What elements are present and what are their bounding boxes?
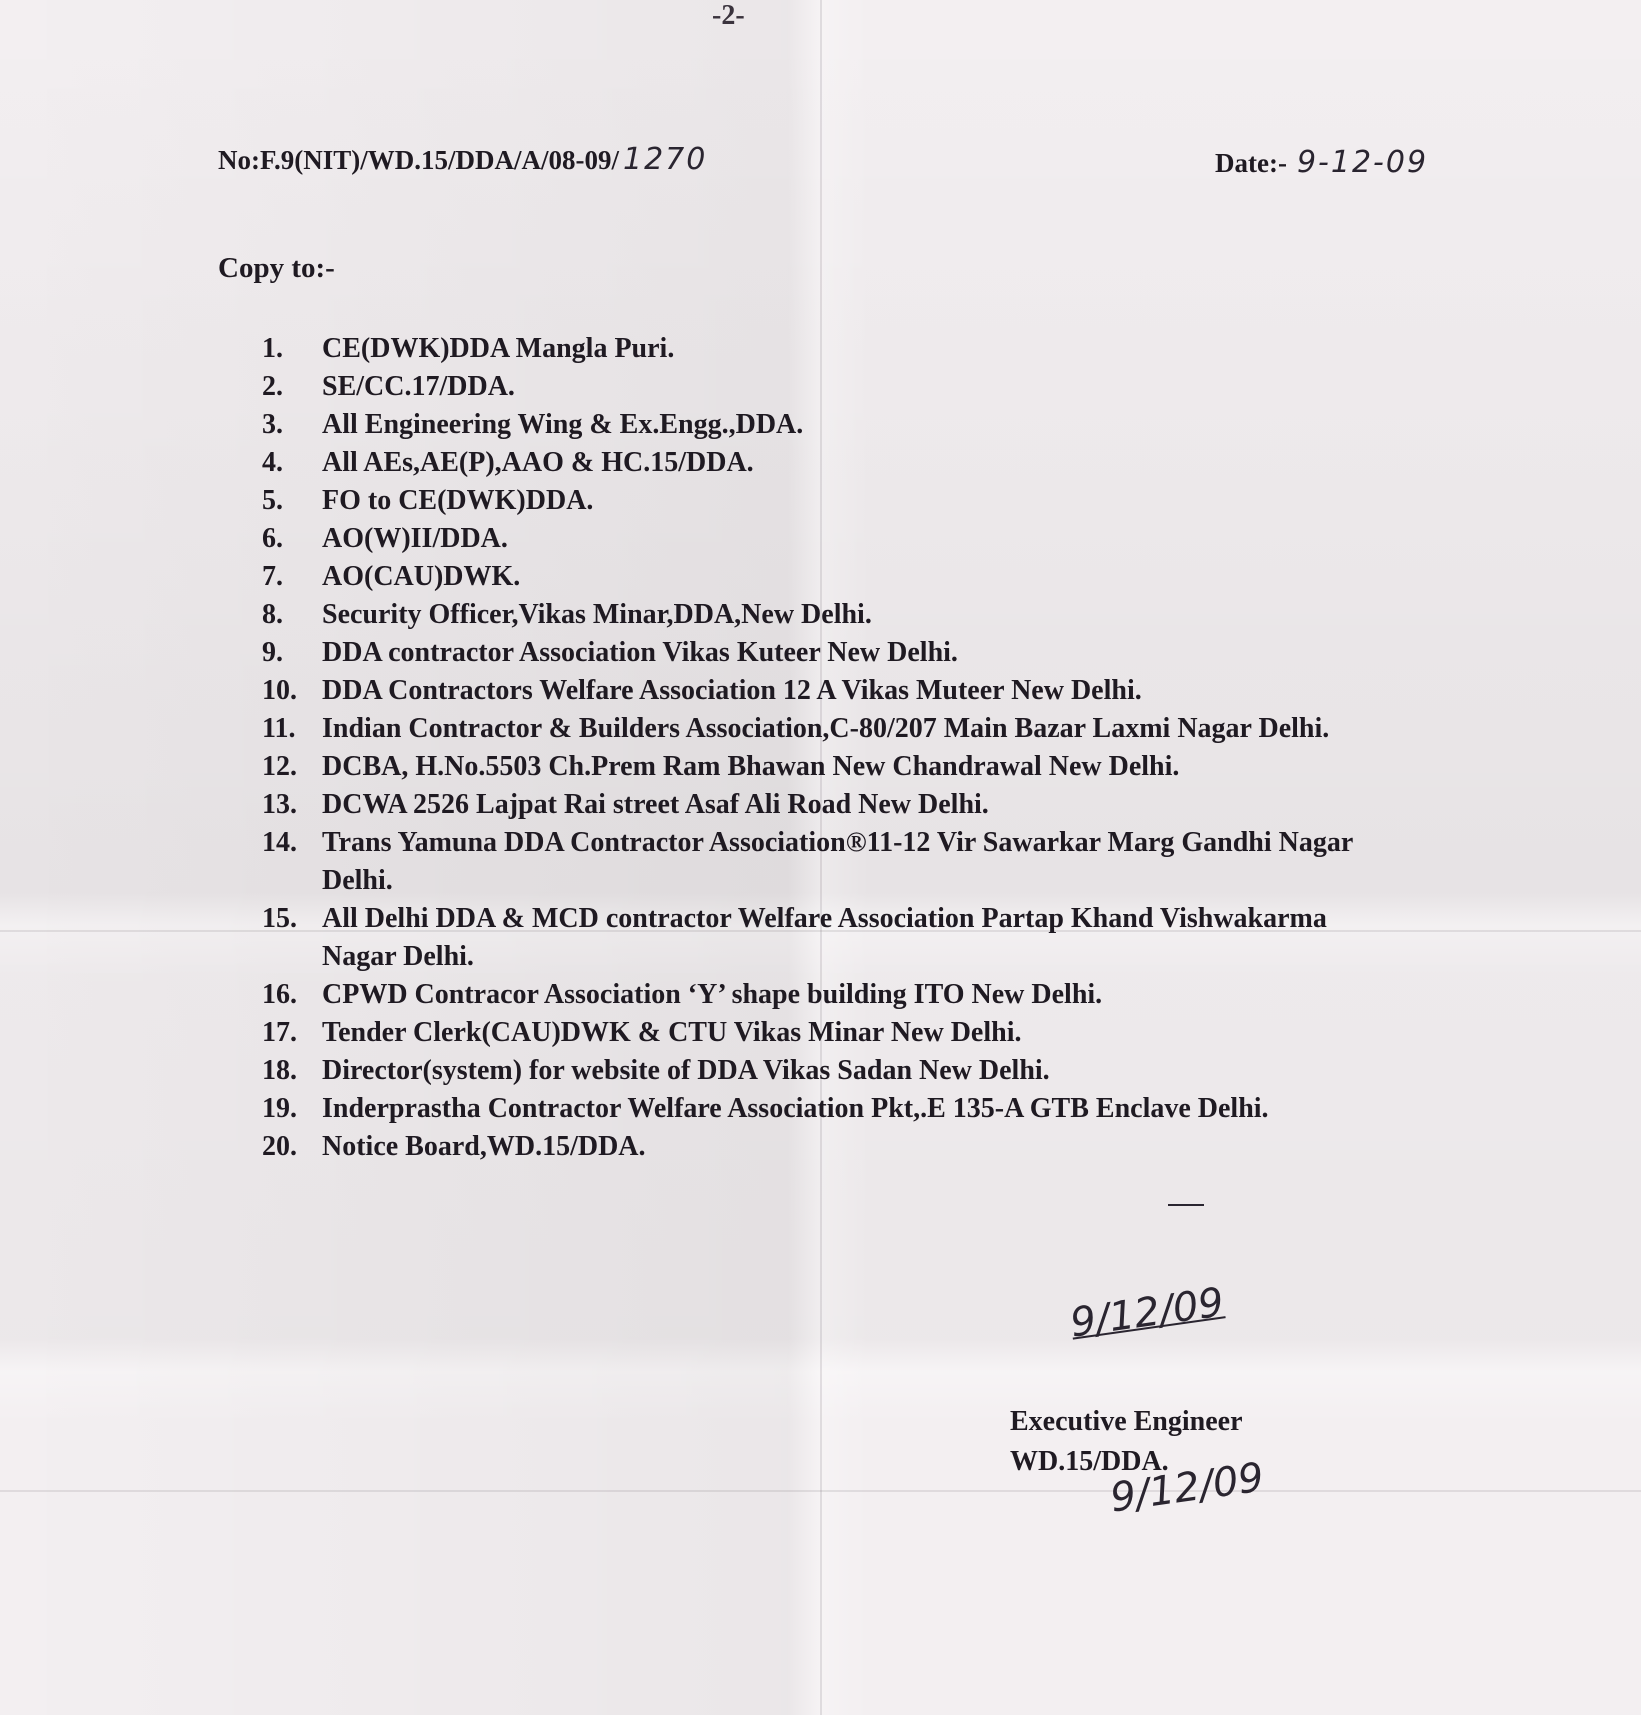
recipient-number: 19. (262, 1093, 297, 1124)
recipient-text: Trans Yamuna DDA Contractor Association®11-12 Vir Sawarkar Marg Gandhi Nagar Delhi. (322, 827, 1353, 896)
recipient-number: 5. (262, 485, 283, 516)
recipient-text: DCWA 2526 Lajpat Rai street Asaf Ali Road New Delhi. (322, 789, 989, 820)
reference-number (218, 142, 707, 177)
recipient-item (262, 634, 1402, 672)
recipient-item (262, 1128, 1402, 1166)
reference-handwritten: 1270 (623, 142, 708, 177)
recipient-text: Notice Board,WD.15/DDA. (322, 1131, 646, 1162)
recipient-item (262, 710, 1402, 748)
recipient-text: Indian Contractor & Builders Association,C-80/207 Main Bazar Laxmi Nagar Delhi. (322, 713, 1330, 744)
recipient-item (262, 444, 1402, 482)
recipient-number: 7. (262, 561, 283, 592)
recipient-item (262, 406, 1402, 444)
recipient-item (262, 368, 1402, 406)
designation-office: WD.15/DDA. (1010, 1446, 1169, 1477)
receipt-handwritten: 9/12/09 (1107, 1454, 1267, 1522)
date-line (1215, 145, 1428, 180)
recipient-text: DDA Contractors Welfare Association 12 A Vikas Muteer New Delhi. (322, 675, 1142, 706)
recipient-number: 16. (262, 979, 297, 1010)
recipient-number: 15. (262, 903, 297, 934)
date-handwritten: 9-12-09 (1296, 145, 1429, 180)
recipient-text: CPWD Contracor Association ‘Y’ shape building ITO New Delhi. (322, 979, 1103, 1010)
recipient-number: 13. (262, 789, 297, 820)
recipient-number: 4. (262, 447, 283, 478)
recipient-text: SE/CC.17/DDA. (322, 371, 515, 402)
recipient-item (262, 748, 1402, 786)
recipient-text: All AEs,AE(P),AAO & HC.15/DDA. (322, 447, 754, 478)
recipient-text: AO(W)II/DDA. (322, 523, 508, 554)
recipient-list (262, 330, 1402, 1166)
recipient-number: 8. (262, 599, 283, 630)
recipient-text: Inderprastha Contractor Welfare Association Pkt,.E 135-A GTB Enclave Delhi. (322, 1093, 1269, 1124)
recipient-item (262, 330, 1402, 368)
recipient-item (262, 786, 1402, 824)
recipient-number: 9. (262, 637, 283, 668)
paper-fold-horizontal-lower (0, 1490, 1641, 1492)
recipient-text: DDA contractor Association Vikas Kuteer New Delhi. (322, 637, 958, 668)
recipient-item (262, 558, 1402, 596)
recipient-item (262, 482, 1402, 520)
recipient-item (262, 672, 1402, 710)
recipient-item (262, 976, 1402, 1014)
reference-prefix: No:F.9(NIT)/WD.15/DDA/A/08-09/ (218, 145, 619, 175)
recipient-number: 12. (262, 751, 297, 782)
recipient-text: All Delhi DDA & MCD contractor Welfare Association Partap Khand Vishwakarma Nagar Delhi. (322, 903, 1327, 972)
copy-to-heading: Copy to:- (218, 252, 335, 284)
recipient-number: 3. (262, 409, 283, 440)
recipient-number: 6. (262, 523, 283, 554)
date-label: Date:- (1215, 148, 1287, 178)
recipient-number: 17. (262, 1017, 297, 1048)
recipient-item (262, 1052, 1402, 1090)
recipient-text: Director(system) for website of DDA Vikas Sadan New Delhi. (322, 1055, 1050, 1086)
signature-block (1000, 1279, 1360, 1550)
recipient-text: Security Officer,Vikas Minar,DDA,New Delhi. (322, 599, 872, 630)
recipient-number: 10. (262, 675, 297, 706)
recipient-text: AO(CAU)DWK. (322, 561, 521, 592)
signature-handwritten: 9/12/09 (1067, 1279, 1227, 1347)
page-number: -2- (712, 0, 745, 31)
recipient-item (262, 596, 1402, 634)
pen-mark (1168, 1204, 1204, 1206)
recipient-item (262, 824, 1402, 900)
designation-title: Executive Engineer (1010, 1406, 1243, 1437)
recipient-number: 1. (262, 333, 283, 364)
recipient-item (262, 1014, 1402, 1052)
recipient-text: All Engineering Wing & Ex.Engg.,DDA. (322, 409, 804, 440)
recipient-number: 2. (262, 371, 283, 402)
recipient-number: 14. (262, 827, 297, 858)
recipient-text: DCBA, H.No.5503 Ch.Prem Ram Bhawan New Chandrawal New Delhi. (322, 751, 1180, 782)
recipient-item (262, 900, 1402, 976)
recipient-text: Tender Clerk(CAU)DWK & CTU Vikas Minar New Delhi. (322, 1017, 1022, 1048)
recipient-text: CE(DWK)DDA Mangla Puri. (322, 333, 675, 364)
recipient-number: 20. (262, 1131, 297, 1162)
recipient-number: 18. (262, 1055, 297, 1086)
recipient-number: 11. (262, 713, 296, 744)
recipient-item (262, 1090, 1402, 1128)
recipient-text: FO to CE(DWK)DDA. (322, 485, 594, 516)
recipient-item (262, 520, 1402, 558)
